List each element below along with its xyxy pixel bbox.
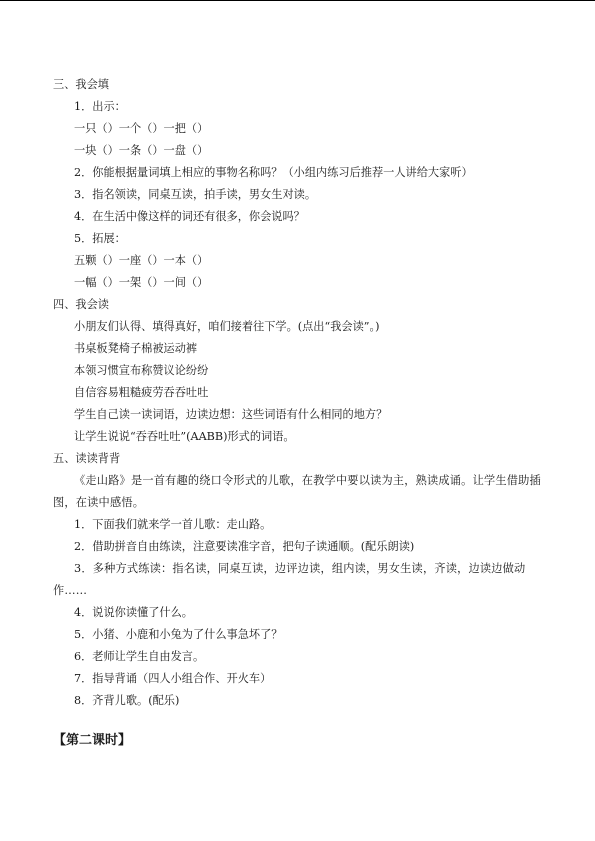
spacer bbox=[53, 712, 543, 730]
section-heading-recite: 五、读读背背 bbox=[53, 452, 121, 465]
section3-line-7: 5．拓展： bbox=[74, 232, 126, 245]
section5-item-8: 8．齐背儿歌。(配乐) bbox=[74, 694, 180, 707]
section5-intro-paragraph: 《走山路》是一首有趣的绕口令形式的儿歌，在教学中要以读为主，熟读成诵。让学生借助插图，在读中感悟。 bbox=[53, 474, 541, 509]
section5-item-1: 1．下面我们就来学一首儿歌：走山路。 bbox=[74, 518, 272, 531]
top-border-rule bbox=[0, 0, 595, 1]
section-heading-fill: 三、我会填 bbox=[53, 78, 109, 91]
section3-line-5: 3．指名领读，同桌互读，拍手读，男女生对读。 bbox=[74, 188, 317, 201]
section5-item-6: 6．老师让学生自由发言。 bbox=[74, 650, 205, 663]
section3-line-6: 4．在生活中像这样的词还有很多，你会说吗？ bbox=[74, 210, 305, 223]
section5-item-7: 7．指导背诵（四人小组合作、开火车） bbox=[74, 672, 272, 685]
section3-line-3: 一块（）一条（）一盘（） bbox=[74, 144, 209, 157]
section5-item-2: 2．借助拼音自由练读，注意要读准字音，把句子读通顺。(配乐朗读) bbox=[74, 540, 415, 553]
section5-item-5: 5．小猪、小鹿和小兔为了什么事急坏了？ bbox=[74, 628, 283, 641]
section5-item-3: 3．多种方式练读：指名读，同桌互读，边评边读，组内读，男女生读，齐读，边读边做动作…… bbox=[53, 562, 526, 597]
section-heading-read: 四、我会读 bbox=[53, 298, 109, 311]
section5-item-4: 4．说说你读懂了什么。 bbox=[74, 606, 193, 619]
section4-line-2: 书桌板凳椅子棉被运动裤 bbox=[74, 342, 198, 355]
section3-line-1: 1．出示： bbox=[74, 100, 126, 113]
document-page bbox=[53, 74, 543, 752]
lesson-heading: 【第二课时】 bbox=[53, 733, 132, 748]
section4-line-1: 小朋友们认得、填得真好，咱们接着往下学。(点出“我会读”。) bbox=[74, 320, 380, 333]
section3-line-8: 五颗（）一座（）一本（） bbox=[74, 254, 209, 267]
section3-line-4: 2．你能根据量词填上相应的事物名称吗？（小组内练习后推荐一人讲给大家听） bbox=[74, 166, 473, 179]
section4-line-5: 学生自己读一读词语，边读边想：这些词语有什么相同的地方？ bbox=[74, 408, 388, 421]
section4-line-6: 让学生说说“吞吞吐吐”(AABB)形式的词语。 bbox=[74, 430, 295, 443]
section3-line-2: 一只（）一个（）一把（） bbox=[74, 122, 209, 135]
section4-line-4: 自信容易粗糙疲劳吞吞吐吐 bbox=[74, 386, 209, 399]
section4-line-3: 本领习惯宣布称赞议论纷纷 bbox=[74, 364, 209, 377]
section3-line-9: 一幅（）一架（）一间（） bbox=[74, 276, 209, 289]
